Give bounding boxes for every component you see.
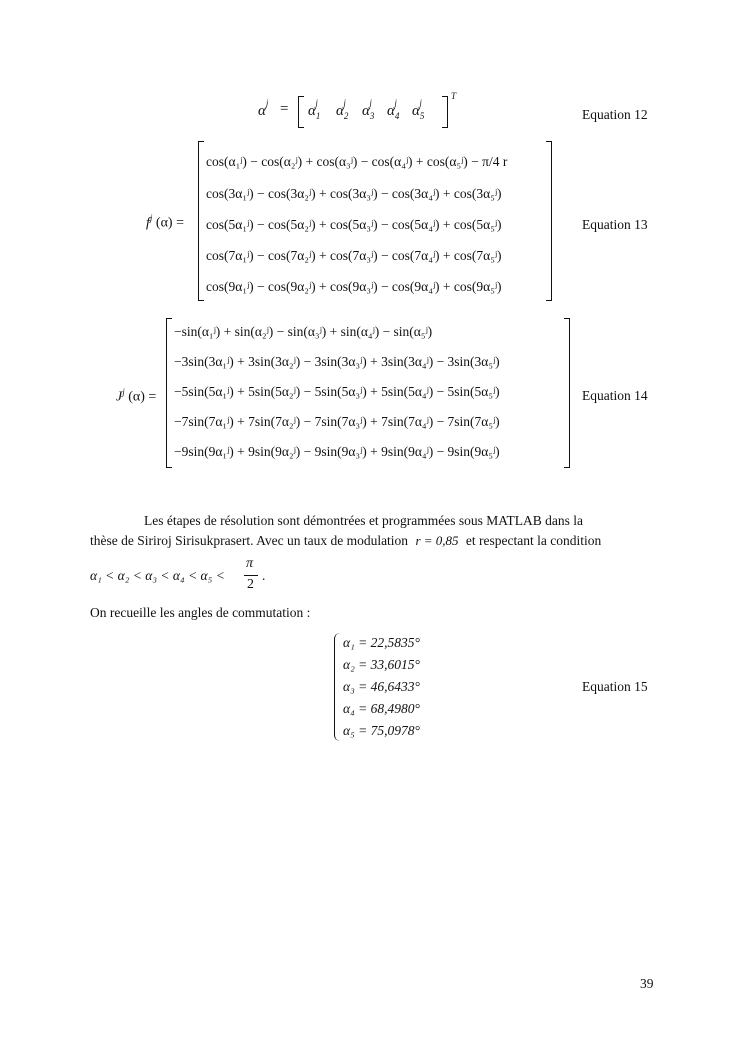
eq12-transpose: T — [451, 91, 457, 101]
eq15-brace — [334, 633, 341, 741]
eq15-row-4: α₄ = 68,4980° — [343, 701, 420, 716]
angle-condition — [90, 558, 310, 594]
equation-14-label: Equation 14 — [582, 388, 648, 403]
eq14-row-2: −3sin(3α₁ʲ) + 3sin(3α₂ʲ) − 3sin(3α₃ʲ) + 3sin(3α₄ʲ) − 3sin(3α₅ʲ) — [174, 354, 500, 369]
eq15-row-5: α₅ = 75,0978° — [343, 723, 420, 738]
eq13-row-4: cos(7α₁ʲ) − cos(7α₂ʲ) + cos(7α₃ʲ) − cos(7α₄ʲ) + cos(7α₅ʲ) — [206, 248, 502, 263]
eq14-row-3: −5sin(5α₁ʲ) + 5sin(5α₂ʲ) − 5sin(5α₃ʲ) + 5sin(5α₄ʲ) − 5sin(5α₅ʲ) — [174, 384, 500, 399]
equation-13-lhs: $f^j$ (α) = — [146, 213, 184, 231]
condition-denominator: 2 — [247, 577, 254, 592]
eq15-row-3: α₃ = 46,6433° — [343, 679, 420, 694]
equation-13-label: Equation 13 — [582, 217, 648, 232]
eq14-row-1: −sin(α₁ʲ) + sin(α₂ʲ) − sin(α₃ʲ) + sin(α₄ʲ) − sin(α₅ʲ) — [174, 324, 433, 339]
page-number: 39 — [640, 976, 654, 991]
eq12-el-4: $\alpha_4^j$ — [387, 98, 400, 121]
eq13-row-3: cos(5α₁ʲ) − cos(5α₂ʲ) + cos(5α₃ʲ) − cos(5α₄ʲ) + cos(5α₅ʲ) — [206, 217, 502, 232]
eq12-el-1: $\alpha_1^j$ — [308, 98, 321, 121]
eq12-el-2: $\alpha_2^j$ — [336, 98, 349, 121]
eq15-system — [343, 633, 463, 743]
eq12-equals: = — [280, 101, 289, 117]
eq12-el-5: $\alpha_5^j$ — [412, 98, 425, 121]
paragraph-2: On recueille les angles de commutation : — [90, 605, 311, 620]
eq14-row-4: −7sin(7α₁ʲ) + 7sin(7α₂ʲ) − 7sin(7α₃ʲ) + 7sin(7α₄ʲ) − 7sin(7α₅ʲ) — [174, 414, 500, 429]
eq13-right-bracket — [546, 141, 552, 301]
eq14-row-5: −9sin(9α₁ʲ) + 9sin(9α₂ʲ) − 9sin(9α₃ʲ) + 9sin(9α₄ʲ) − 9sin(9α₅ʲ) — [174, 444, 500, 459]
eq12-lhs: $\alpha^j$ — [258, 98, 269, 119]
paragraph-line-1: Les étapes de résolution sont démontrées et programmées sous MATLAB dans la — [144, 513, 584, 528]
eq15-row-2: α₂ = 33,6015° — [343, 657, 420, 672]
paragraph-line-2: thèse de Siriroj Sirisukprasert. Avec un taux de modulation r = 0,85 et respectant la condition — [90, 533, 602, 548]
eq14-matrix — [174, 322, 564, 462]
eq14-left-bracket — [166, 318, 172, 468]
eq13-matrix — [206, 146, 546, 296]
equation-15-label: Equation 15 — [582, 679, 648, 694]
equation-12-label: Equation 12 — [582, 107, 648, 122]
condition-period: . — [262, 568, 266, 583]
eq13-row-1: cos(α₁ʲ) − cos(α₂ʲ) + cos(α₃ʲ) − cos(α₄ʲ) + cos(α₅ʲ) − π/4 r — [206, 154, 508, 169]
modulation-ratio: r = 0,85 — [415, 533, 459, 548]
equation-14-lhs: $J^j$ (α) = — [116, 387, 157, 405]
eq15-row-1: α₁ = 22,5835° — [343, 635, 420, 650]
eq12-left-bracket — [298, 96, 304, 128]
eq12-right-bracket — [442, 96, 448, 128]
eq13-row-5: cos(9α₁ʲ) − cos(9α₂ʲ) + cos(9α₃ʲ) − cos(9α₄ʲ) + cos(9α₅ʲ) — [206, 279, 502, 294]
equation-12 — [258, 93, 458, 133]
condition-inequality: α₁ < α₂ < α₃ < α₄ < α₅ < — [90, 568, 225, 583]
eq13-row-2: cos(3α₁ʲ) − cos(3α₂ʲ) + cos(3α₃ʲ) − cos(3α₄ʲ) + cos(3α₅ʲ) — [206, 186, 502, 201]
eq13-left-bracket — [198, 141, 204, 301]
eq14-right-bracket — [564, 318, 570, 468]
condition-numerator: π — [246, 556, 254, 571]
eq12-el-3: $\alpha_3^j$ — [362, 98, 375, 121]
condition-fraction-bar — [244, 575, 258, 576]
